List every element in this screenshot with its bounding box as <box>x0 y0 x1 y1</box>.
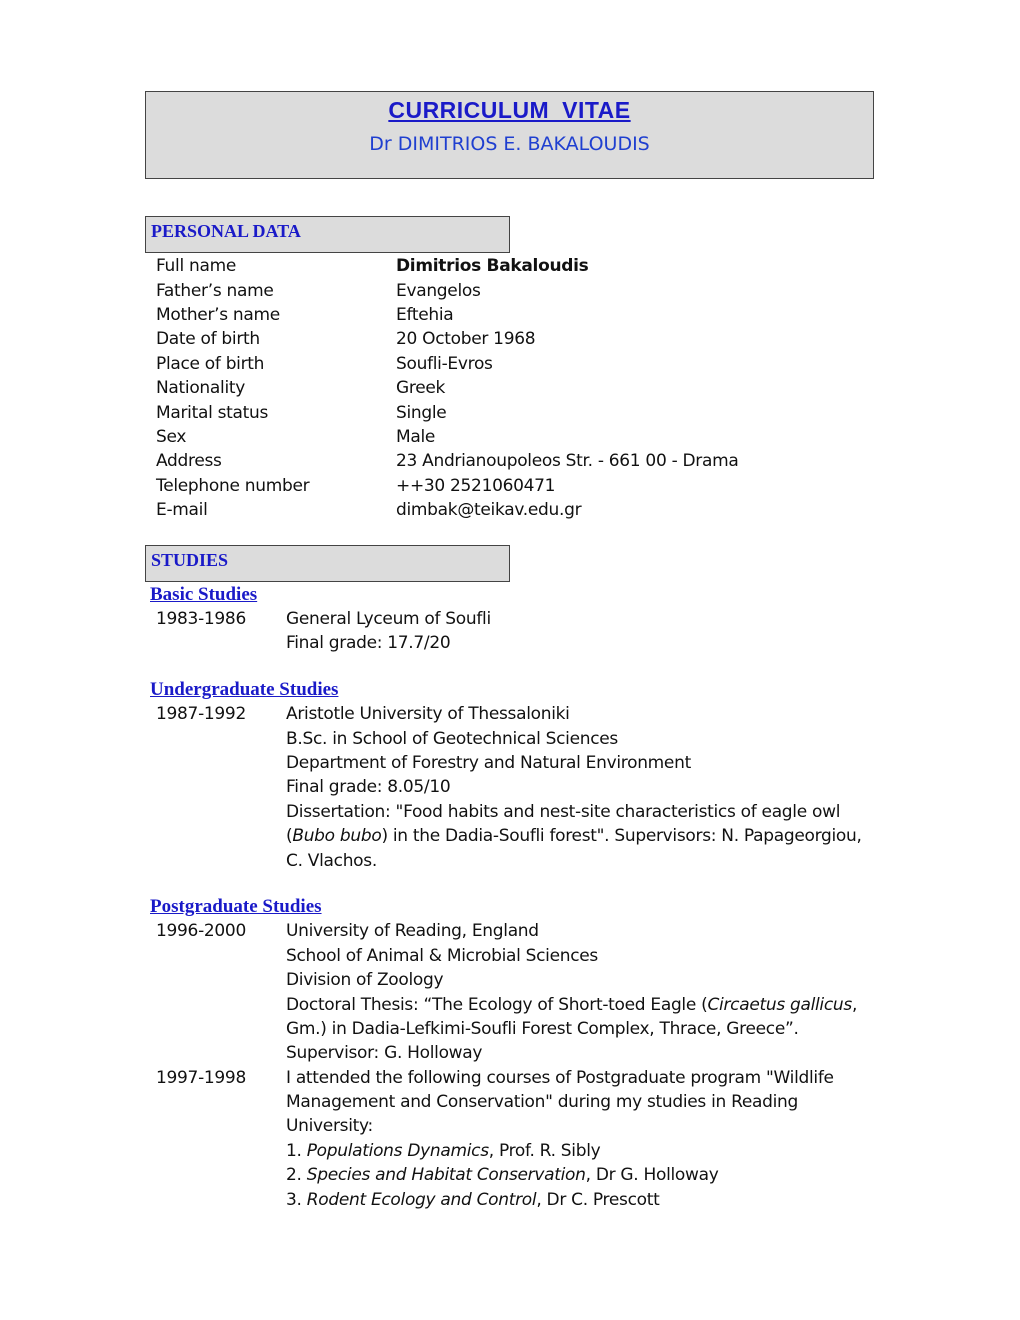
undergraduate-line: Department of Forestry and Natural Environment <box>286 753 691 773</box>
course-number: 2. <box>286 1165 307 1185</box>
thesis-comma: , <box>851 995 858 1015</box>
thesis-species: Circaetus gallicus <box>707 995 852 1015</box>
phd-line: Division of Zoology <box>286 970 444 990</box>
label-mothers-name: Mother’s name <box>156 305 280 325</box>
value-fathers-name: Evangelos <box>396 281 481 301</box>
undergraduate-line: Dissertation: "Food habits and nest-site characteristics of eagle owl <box>286 802 841 822</box>
courses-line: Management and Conservation" during my studies in Reading <box>286 1092 799 1112</box>
label-marital-status: Marital status <box>156 403 269 423</box>
basic-studies-line: General Lyceum of Soufli <box>286 609 491 629</box>
course-teacher: , Prof. R. Sibly <box>488 1141 601 1161</box>
dissertation-paren: ( <box>286 826 293 846</box>
value-telephone: ++30 2521060471 <box>396 476 556 496</box>
course-number: 1. <box>286 1141 307 1161</box>
value-date-of-birth: 20 October 1968 <box>396 329 536 349</box>
document-title: CURRICULUM VITAE <box>388 97 631 123</box>
label-nationality: Nationality <box>156 378 245 398</box>
label-telephone: Telephone number <box>156 476 310 496</box>
courses-line: University: <box>286 1116 373 1136</box>
thesis-line <box>286 993 857 1017</box>
basic-studies-heading: Basic Studies <box>150 584 258 605</box>
label-sex: Sex <box>156 427 187 447</box>
label-email: E-mail <box>156 500 208 520</box>
undergraduate-line: C. Vlachos. <box>286 851 377 871</box>
title-box <box>145 91 874 179</box>
thesis-line: Gm.) in Dadia-Lefkimi-Soufli Forest Complex, Thrace, Greece”. <box>286 1019 799 1039</box>
basic-studies-years: 1983-1986 <box>156 609 246 629</box>
label-fathers-name: Father’s name <box>156 281 274 301</box>
label-place-of-birth: Place of birth <box>156 354 265 374</box>
value-mothers-name: Eftehia <box>396 305 454 325</box>
studies-heading: STUDIES <box>145 545 510 582</box>
undergraduate-line: Aristotle University of Thessaloniki <box>286 704 570 724</box>
undergraduate-line: Final grade: 8.05/10 <box>286 777 451 797</box>
value-email: dimbak@teikav.edu.gr <box>396 500 582 520</box>
phd-line: School of Animal & Microbial Sciences <box>286 946 598 966</box>
undergraduate-line: B.Sc. in School of Geotechnical Sciences <box>286 729 618 749</box>
dissertation-species: Bubo bubo <box>292 826 382 846</box>
course-teacher: , Dr G. Holloway <box>585 1165 719 1185</box>
phd-line: University of Reading, England <box>286 921 539 941</box>
basic-studies-line: Final grade: 17.7/20 <box>286 633 451 653</box>
course-item <box>286 1188 659 1212</box>
courses-line: I attended the following courses of Postgraduate program "Wildlife <box>286 1068 834 1088</box>
value-marital-status: Single <box>396 403 447 423</box>
courses-years: 1997-1998 <box>156 1068 246 1088</box>
course-number: 3. <box>286 1190 307 1210</box>
person-name-heading: Dr DIMITRIOS E. BAKALOUDIS <box>369 133 650 155</box>
value-full-name: Dimitrios Bakaloudis <box>396 256 589 276</box>
course-teacher: , Dr C. Prescott <box>536 1190 660 1210</box>
postgraduate-studies-heading: Postgraduate Studies <box>150 896 322 917</box>
value-nationality: Greek <box>396 378 446 398</box>
course-title: Species and Habitat Conservation <box>306 1165 586 1185</box>
undergraduate-studies-heading: Undergraduate Studies <box>150 679 339 700</box>
course-item <box>286 1139 600 1163</box>
thesis-text: Doctoral Thesis: “The Ecology of Short-toed Eagle ( <box>286 995 708 1015</box>
supervisor-line: Supervisor: G. Holloway <box>286 1043 483 1063</box>
course-title: Rodent Ecology and Control <box>306 1190 537 1210</box>
course-title: Populations Dynamics <box>306 1141 489 1161</box>
phd-years: 1996-2000 <box>156 921 246 941</box>
label-full-name: Full name <box>156 256 236 276</box>
value-place-of-birth: Soufli-Evros <box>396 354 493 374</box>
value-address: 23 Andrianoupoleos Str. - 661 00 - Drama <box>396 451 739 471</box>
course-item <box>286 1163 719 1187</box>
personal-data-heading: PERSONAL DATA <box>145 216 510 253</box>
undergraduate-years: 1987-1992 <box>156 704 246 724</box>
dissertation-line <box>286 824 862 848</box>
label-date-of-birth: Date of birth <box>156 329 260 349</box>
dissertation-text: ) in the Dadia-Soufli forest". Supervisors: N. Papageorgiou, <box>381 826 862 846</box>
label-address: Address <box>156 451 222 471</box>
value-sex: Male <box>396 427 436 447</box>
